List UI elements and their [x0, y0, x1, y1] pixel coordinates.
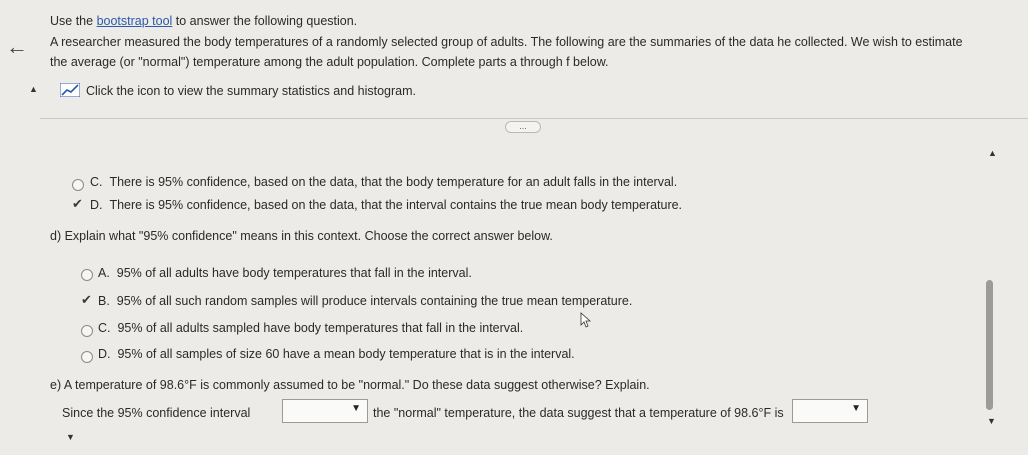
part-e-suffix: is commonly assumed to be "normal." Do these data suggest otherwise? Explain. [196, 378, 650, 392]
option-c-text: There is 95% confidence, based on the data, that the body temperature for an adult falls in the interval. [109, 175, 678, 189]
scrollbar[interactable] [986, 280, 993, 410]
problem-text-line2: the average (or "normal") temperature among the adult population. Complete parts a through f below. [50, 55, 609, 69]
icon-note: Click the icon to view the summary statistics and histogram. [86, 84, 416, 98]
option-d-check-icon[interactable]: ✔ [72, 196, 83, 211]
option-c-radio[interactable] [72, 179, 84, 191]
instruction-suffix: to answer the following question. [172, 14, 358, 28]
part-d-option-d-text: 95% of all samples of size 60 have a mean body temperature that is in the interval. [117, 347, 575, 361]
part-e-answer-is: is [771, 406, 784, 420]
part-d-option-a-radio[interactable] [81, 269, 93, 281]
part-e-answer-middle-text: the "normal" temperature, the data suggest that a temperature of [373, 406, 735, 420]
scroll-down-icon-right[interactable]: ▼ [987, 416, 996, 426]
part-d-option-d-radio[interactable] [81, 351, 93, 363]
option-d [90, 198, 682, 212]
part-d-option-c-radio[interactable] [81, 325, 93, 337]
dropdown-arrow-icon: ▼ [351, 403, 361, 414]
part-d-question: d) Explain what "95% confidence" means in this context. Choose the correct answer below. [50, 229, 553, 243]
instruction-prefix: Use the [50, 14, 97, 28]
scroll-up-icon[interactable]: ▲ [29, 84, 38, 94]
part-d-option-c [98, 321, 523, 335]
option-c [90, 175, 677, 189]
part-d-option-d-letter: D. [98, 347, 111, 361]
part-d-option-b-check-icon[interactable]: ✔ [81, 292, 92, 307]
part-e-unit: °F [184, 378, 197, 392]
problem-text-line1: A researcher measured the body temperatures of a randomly selected group of adults. The following are the summaries of the data he collected. We wish to estimate [50, 35, 963, 49]
part-d-option-b [98, 294, 632, 308]
part-d-option-c-text: 95% of all adults sampled have body temperatures that fall in the interval. [117, 321, 524, 335]
divider [40, 118, 1028, 119]
part-e-answer-unit: °F [758, 406, 772, 420]
conclusion-dropdown[interactable] [792, 399, 868, 423]
chart-icon[interactable] [60, 83, 80, 97]
part-d-option-c-letter: C. [98, 321, 111, 335]
option-d-letter: D. [90, 198, 103, 212]
part-d-option-a [98, 266, 472, 280]
part-e-question [50, 378, 650, 392]
more-button[interactable]: ... [505, 121, 541, 133]
part-d-option-b-letter: B. [98, 294, 110, 308]
part-d-option-d [98, 347, 575, 361]
part-e-answer-prefix: Since the 95% confidence interval [62, 406, 251, 420]
instruction-line [50, 14, 357, 28]
scroll-down-icon[interactable]: ▼ [66, 432, 75, 442]
part-e-prefix: e) A temperature of [50, 378, 160, 392]
bootstrap-tool-link[interactable]: bootstrap tool [96, 14, 173, 28]
mouse-cursor-icon [580, 312, 592, 328]
dropdown-arrow-icon: ▼ [851, 403, 861, 414]
option-c-letter: C. [90, 175, 103, 189]
part-e-answer-temp: 98.6 [734, 406, 759, 420]
scroll-up-icon-right[interactable]: ▲ [988, 148, 997, 158]
part-d-option-b-text: 95% of all such random samples will produce intervals containing the true mean temperature. [116, 294, 633, 308]
part-e-answer-middle [373, 406, 784, 420]
part-e-temp: 98.6 [159, 378, 185, 392]
back-arrow-icon[interactable]: ← [6, 34, 28, 59]
part-d-option-a-letter: A. [98, 266, 110, 280]
interval-dropdown[interactable] [282, 399, 368, 423]
option-d-text: There is 95% confidence, based on the data, that the interval contains the true mean body temperature. [109, 198, 683, 212]
part-d-option-a-text: 95% of all adults have body temperatures that fall in the interval. [116, 266, 472, 280]
